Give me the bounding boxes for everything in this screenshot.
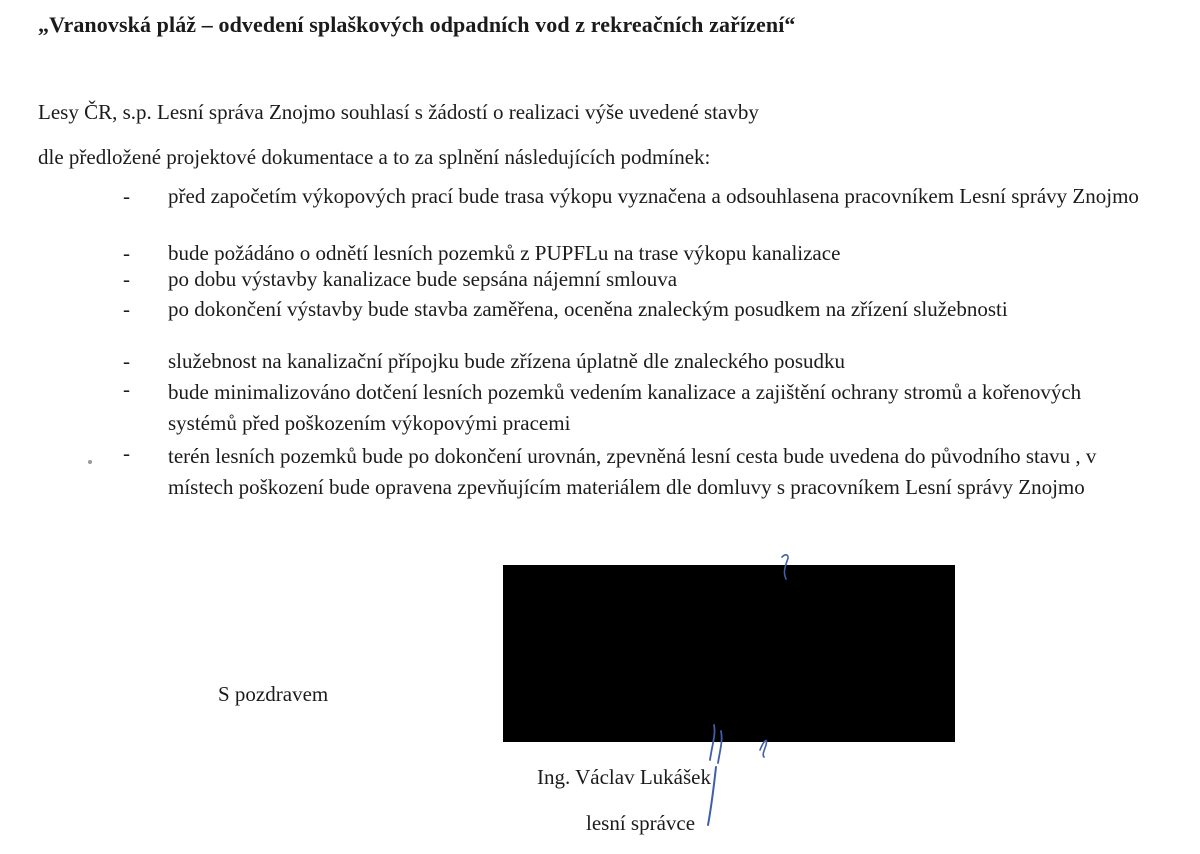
list-dash: - — [123, 349, 130, 373]
list-dash: - — [123, 241, 130, 265]
condition-text: po dokončení výstavby bude stavba zaměřena, oceněna znaleckým posudkem na zřízení služebnosti — [168, 297, 1008, 321]
document-title: „Vranovská pláž – odvedení splaškových odpadních vod z rekreačních zařízení“ — [38, 12, 796, 37]
redacted-area — [503, 565, 955, 742]
intro-paragraph-1: Lesy ČR, s.p. Lesní správa Znojmo souhlasí s žádostí o realizaci výše uvedené stavby — [38, 100, 759, 124]
list-dash: - — [123, 267, 130, 291]
condition-text: bude požádáno o odnětí lesních pozemků z PUPFLu na trase výkopu kanalizace — [168, 241, 841, 265]
intro-paragraph-2: dle předložené projektové dokumentace a to za splnění následujících podmínek: — [38, 145, 711, 169]
closing-greeting: S pozdravem — [218, 682, 329, 706]
condition-text: bude minimalizováno dotčení lesních pozemků vedením kanalizace a zajištění ochrany stromů a kořenových systémů před poškozením výkopovými pracemi — [168, 380, 1082, 435]
condition-text: terén lesních pozemků bude po dokončení urovnán, zpevněná lesní cesta bude uvedena do původního stavu , v místech poškození bude opravena zpevňujícím materiálem dle domluvy s pracovníkem Lesní správy Znojmo — [168, 444, 1097, 499]
signer-name: Ing. Václav Lukášek — [537, 765, 711, 789]
condition-text: služebnost na kanalizační přípojku bude zřízena úplatně dle znaleckého posudku — [168, 349, 846, 373]
list-dash: - — [123, 377, 130, 401]
scan-speck — [88, 460, 92, 464]
list-dash: - — [123, 441, 130, 465]
signer-role: lesní správce — [586, 811, 696, 835]
condition-text: po dobu výstavby kanalizace bude sepsána nájemní smlouva — [168, 267, 678, 291]
list-dash: - — [123, 297, 130, 321]
condition-text: před započetím výkopových prací bude trasa výkopu vyznačena a odsouhlasena pracovníkem Lesní správy Znojmo — [168, 184, 1139, 208]
list-dash: - — [123, 184, 130, 208]
